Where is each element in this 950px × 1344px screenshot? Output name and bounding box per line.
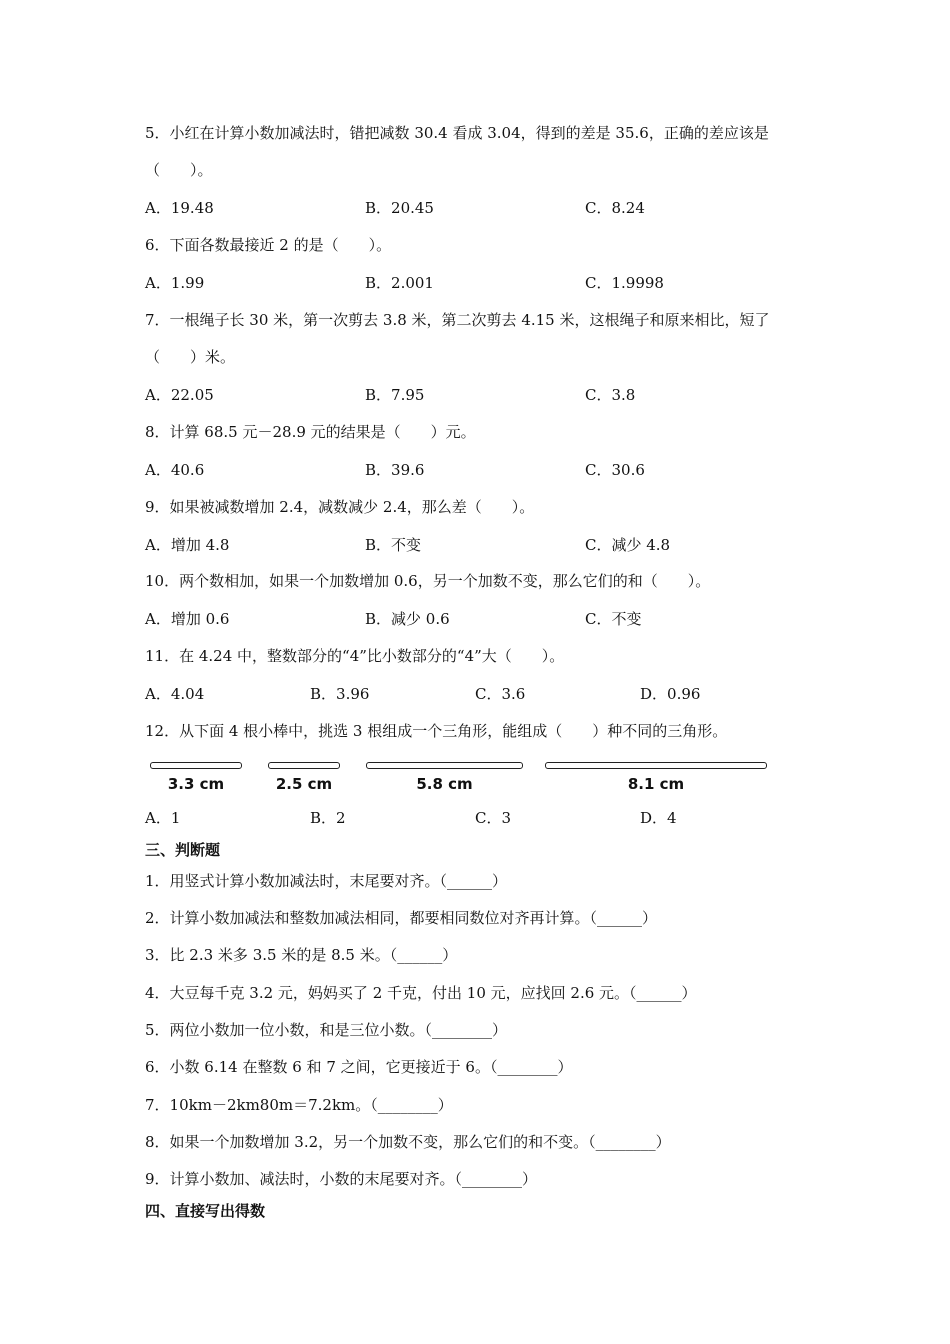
q12-option-a[interactable]: A．1 bbox=[145, 809, 181, 827]
q11-option-d[interactable]: D．0.96 bbox=[640, 685, 701, 703]
stick-2-label: 2.5 cm bbox=[275, 775, 333, 793]
q7-option-c[interactable]: C．3.8 bbox=[585, 386, 636, 404]
stick-2-bar bbox=[268, 762, 340, 769]
judge-item-2[interactable]: 2．计算小数加减法和整数加减法相同，都要相同数位对齐再计算。（______） bbox=[145, 909, 658, 927]
q9-option-a[interactable]: A．增加 4.8 bbox=[145, 536, 230, 554]
q11-option-c[interactable]: C．3.6 bbox=[475, 685, 526, 703]
judge-item-1[interactable]: 1．用竖式计算小数加减法时，末尾要对齐。（______） bbox=[145, 872, 508, 890]
stick-1-label: 3.3 cm bbox=[167, 775, 225, 793]
judge-item-9[interactable]: 9．计算小数加、减法时，小数的末尾要对齐。（________） bbox=[145, 1170, 538, 1188]
stick-4-label: 8.1 cm bbox=[627, 775, 685, 793]
section-4-title: 四、直接写出得数 bbox=[145, 1202, 266, 1220]
stick-2 bbox=[268, 762, 340, 798]
q5-option-c[interactable]: C．8.24 bbox=[585, 199, 645, 217]
stick-3-label: 5.8 cm bbox=[416, 775, 473, 793]
q12-option-b[interactable]: B．2 bbox=[310, 809, 346, 827]
q10-option-a[interactable]: A．增加 0.6 bbox=[145, 610, 230, 628]
q11-option-a[interactable]: A．4.04 bbox=[145, 685, 205, 703]
q12-option-d[interactable]: D．4 bbox=[640, 809, 677, 827]
q7-option-b[interactable]: B．7.95 bbox=[365, 386, 425, 404]
q12-stem: 12．从下面 4 根小棒中，挑选 3 根组成一个三角形，能组成（ ）种不同的三角形。 bbox=[145, 722, 728, 740]
q8-stem: 8．计算 68.5 元－28.9 元的结果是（ ）元。 bbox=[145, 423, 476, 441]
judge-item-6[interactable]: 6．小数 6.14 在整数 6 和 7 之间，它更接近于 6。（________） bbox=[145, 1058, 573, 1076]
q8-option-a[interactable]: A．40.6 bbox=[145, 461, 205, 479]
q6-stem: 6．下面各数最接近 2 的是（ ）。 bbox=[145, 236, 392, 254]
section-3-title: 三、判断题 bbox=[145, 841, 221, 859]
q9-option-c[interactable]: C．减少 4.8 bbox=[585, 536, 671, 554]
stick-4 bbox=[545, 762, 767, 798]
q5-stem-cont: （ ）。 bbox=[145, 161, 213, 179]
q5-option-a[interactable]: A．19.48 bbox=[145, 199, 214, 217]
q11-stem: 11．在 4.24 中，整数部分的“4”比小数部分的“4”大（ ）。 bbox=[145, 647, 565, 665]
q10-stem: 10．两个数相加，如果一个加数增加 0.6，另一个加数不变，那么它们的和（ ）。 bbox=[145, 572, 711, 590]
judge-item-4[interactable]: 4．大豆每千克 3.2 元，妈妈买了 2 千克，付出 10 元，应找回 2.6 元。（______） bbox=[145, 984, 697, 1002]
q6-option-a[interactable]: A．1.99 bbox=[145, 274, 205, 292]
q8-option-b[interactable]: B．39.6 bbox=[365, 461, 425, 479]
q11-option-b[interactable]: B．3.96 bbox=[310, 685, 370, 703]
q10-option-c[interactable]: C．不变 bbox=[585, 610, 642, 628]
q8-option-c[interactable]: C．30.6 bbox=[585, 461, 645, 479]
stick-1 bbox=[150, 762, 242, 798]
q6-option-b[interactable]: B．2.001 bbox=[365, 274, 434, 292]
judge-item-3[interactable]: 3．比 2.3 米多 3.5 米的是 8.5 米。（______） bbox=[145, 946, 458, 964]
stick-3 bbox=[366, 762, 523, 798]
q6-option-c[interactable]: C．1.9998 bbox=[585, 274, 664, 292]
q7-stem-cont: （ ）米。 bbox=[145, 348, 236, 366]
stick-1-bar bbox=[150, 762, 242, 769]
q7-stem: 7．一根绳子长 30 米，第一次剪去 3.8 米，第二次剪去 4.15 米，这根绳子和原来相比，短了 bbox=[145, 311, 770, 329]
stick-4-bar bbox=[545, 762, 767, 769]
q10-option-b[interactable]: B．减少 0.6 bbox=[365, 610, 450, 628]
q12-option-c[interactable]: C．3 bbox=[475, 809, 512, 827]
q9-option-b[interactable]: B．不变 bbox=[365, 536, 422, 554]
q5-option-b[interactable]: B．20.45 bbox=[365, 199, 434, 217]
stick-3-bar bbox=[366, 762, 523, 769]
q7-option-a[interactable]: A．22.05 bbox=[145, 386, 214, 404]
q9-stem: 9．如果被减数增加 2.4，减数减少 2.4，那么差（ ）。 bbox=[145, 498, 535, 516]
judge-item-5[interactable]: 5．两位小数加一位小数，和是三位小数。（________） bbox=[145, 1021, 508, 1039]
judge-item-8[interactable]: 8．如果一个加数增加 3.2，另一个加数不变，那么它们的和不变。（________） bbox=[145, 1133, 671, 1151]
q5-stem: 5．小红在计算小数加减法时，错把减数 30.4 看成 3.04，得到的差是 35.6，正确的差应该是 bbox=[145, 124, 769, 142]
judge-item-7[interactable]: 7．10km－2km80m＝7.2km。（________） bbox=[145, 1096, 453, 1114]
